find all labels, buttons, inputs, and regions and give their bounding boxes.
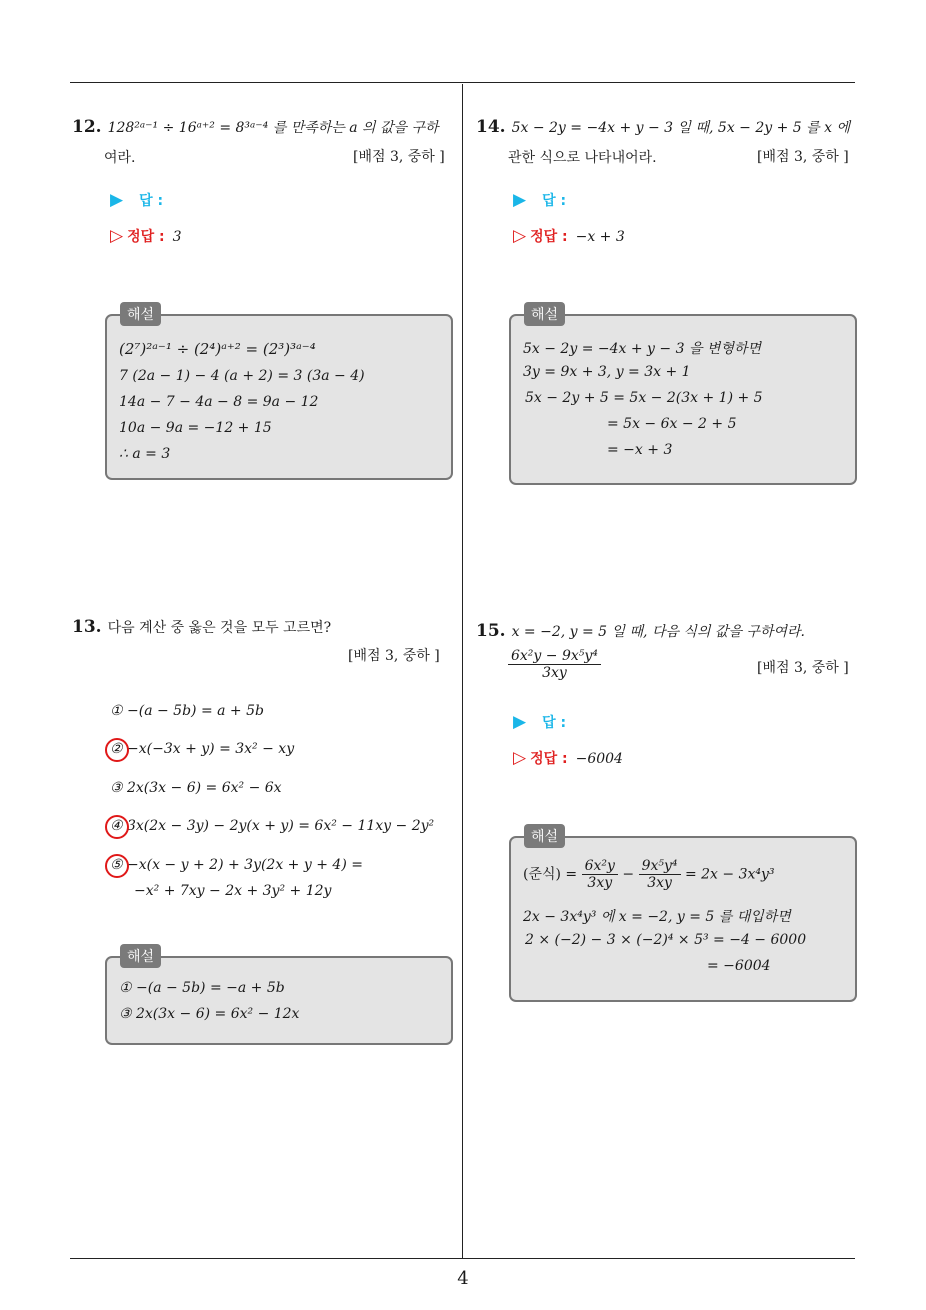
question-15-meta: [배점 3, 중하 ] — [757, 660, 849, 676]
choice-3: ③ 2x(3x − 6) = 6x² − 6x — [110, 780, 282, 796]
question-text-cont: 관한 식으로 나타내어라. — [508, 150, 657, 166]
explanation-line: 5x − 2y + 5 = 5x − 2(3x + 1) + 5 — [525, 390, 763, 406]
explanation-line: 10a − 9a = −12 + 15 — [119, 420, 272, 436]
question-13 — [72, 612, 457, 643]
explanation-tag: 해설 — [120, 302, 161, 326]
correct-value: 3 — [172, 229, 182, 245]
choice-4: ④ 3x(2x − 3y) − 2y(x + y) = 6x² − 11xy − 2y² — [110, 818, 435, 834]
explanation-line: ① −(a − 5b) = −a + 5b — [119, 980, 285, 996]
question-12-line1 — [72, 112, 457, 143]
red-circle-mark-2 — [105, 738, 129, 762]
question-number: 12. — [72, 117, 102, 137]
explanation-line: = 5x − 6x − 2 + 5 — [607, 416, 737, 432]
explanation-line: 3y = 9x + 3, y = 3x + 1 — [523, 364, 691, 380]
question-15-fraction — [508, 648, 601, 681]
question-text: x = −2, y = 5 일 때, 다음 식의 값을 구하여라. — [511, 624, 805, 640]
fraction-numerator: 9x⁵y⁴ — [639, 858, 681, 875]
question-14-meta: [배점 3, 중하 ] — [757, 149, 849, 165]
correct-row-12 — [110, 226, 182, 246]
explanation-box-12 — [105, 314, 453, 480]
answer-row-12 — [110, 190, 163, 210]
question-12-meta: [배점 3, 중하 ] — [353, 149, 445, 165]
question-15-line1 — [476, 616, 861, 647]
explanation-tag: 해설 — [524, 302, 565, 326]
correct-row-15 — [513, 748, 623, 768]
explanation-line-1 — [523, 858, 775, 891]
line-suffix: = 2x − 3x⁴y³ — [684, 866, 775, 883]
correct-row-14 — [513, 226, 625, 246]
correct-triangle-icon: ▷ — [110, 226, 124, 246]
correct-label: 정답 : — [127, 229, 165, 245]
fraction-numerator: 6x²y — [582, 858, 618, 875]
correct-label: 정답 : — [530, 229, 568, 245]
explanation-box-13 — [105, 956, 453, 1045]
answer-triangle-icon: ▶ — [513, 712, 527, 732]
question-number: 13. — [72, 617, 102, 637]
explanation-line: 14a − 7 − 4a − 8 = 9a − 12 — [119, 394, 319, 410]
question-text: 다음 계산 중 옳은 것을 모두 고르면? — [107, 620, 332, 636]
answer-label: 답 : — [542, 193, 567, 209]
explanation-line: 2 × (−2) − 3 × (−2)⁴ × 5³ = −4 − 6000 — [525, 932, 807, 948]
question-14-line1 — [476, 112, 861, 143]
question-number: 15. — [476, 621, 506, 641]
correct-value: −6004 — [575, 751, 623, 767]
line-prefix: (준식) = — [523, 866, 578, 883]
fraction-denominator: 3xy — [647, 875, 672, 891]
red-circle-mark-5 — [105, 854, 129, 878]
fraction-2 — [639, 858, 681, 891]
explanation-line: (2⁷)²ᵃ⁻¹ ÷ (2⁴)ᵃ⁺² = (2³)³ᵃ⁻⁴ — [119, 340, 316, 358]
explanation-tag: 해설 — [120, 944, 161, 968]
question-13-meta: [배점 3, 중하 ] — [348, 648, 440, 664]
question-text: 5x − 2y = −4x + y − 3 일 때, 5x − 2y + 5 를 x 에 — [511, 120, 851, 136]
choice-5: ⑤ −x(x − y + 2) + 3y(2x + y + 4) = — [110, 857, 363, 873]
answer-triangle-icon: ▶ — [110, 190, 124, 210]
explanation-line: = −6004 — [707, 958, 771, 974]
fraction-1 — [582, 858, 618, 891]
explanation-line: ∴ a = 3 — [119, 446, 171, 462]
fraction-numerator: 6x²y − 9x⁵y⁴ — [508, 648, 601, 665]
explanation-line: ③ 2x(3x − 6) = 6x² − 12x — [119, 1006, 300, 1022]
correct-triangle-icon: ▷ — [513, 748, 527, 768]
explanation-box-15 — [509, 836, 857, 1002]
answer-triangle-icon: ▶ — [513, 190, 527, 210]
fraction-denominator: 3xy — [587, 875, 613, 891]
answer-label: 답 : — [139, 193, 164, 209]
choice-2: ② −x(−3x + y) = 3x² − xy — [110, 741, 295, 757]
choice-5-continued: −x² + 7xy − 2x + 3y² + 12y — [134, 883, 332, 899]
column-divider — [462, 84, 463, 1259]
top-rule — [70, 82, 855, 83]
correct-value: −x + 3 — [575, 229, 625, 245]
explanation-line: 7 (2a − 1) − 4 (a + 2) = 3 (3a − 4) — [119, 368, 365, 384]
explanation-line: 5x − 2y = −4x + y − 3 을 변형하면 — [523, 341, 762, 357]
correct-label: 정답 : — [530, 751, 568, 767]
explanation-tag: 해설 — [524, 824, 565, 848]
correct-triangle-icon: ▷ — [513, 226, 527, 246]
question-text-cont: 여라. — [104, 150, 136, 166]
explanation-line: = −x + 3 — [607, 442, 673, 458]
question-number: 14. — [476, 117, 506, 137]
red-circle-mark-4 — [105, 815, 129, 839]
explanation-line: 2x − 3x⁴y³ 에 x = −2, y = 5 를 대입하면 — [523, 909, 791, 925]
question-13-line1 — [72, 612, 457, 643]
question-text: 128²ᵃ⁻¹ ÷ 16ᵃ⁺² = 8³ᵃ⁻⁴ 를 만족하는 a 의 값을 구하 — [107, 120, 439, 136]
question-15 — [476, 616, 861, 647]
minus-sign: − — [622, 866, 635, 883]
answer-row-15 — [513, 712, 566, 732]
explanation-box-14 — [509, 314, 857, 485]
answer-label: 답 : — [542, 715, 567, 731]
answer-row-14 — [513, 190, 566, 210]
fraction-denominator: 3xy — [542, 665, 567, 681]
choice-1: ① −(a − 5b) = a + 5b — [110, 703, 264, 719]
page-number: 4 — [457, 1268, 469, 1289]
